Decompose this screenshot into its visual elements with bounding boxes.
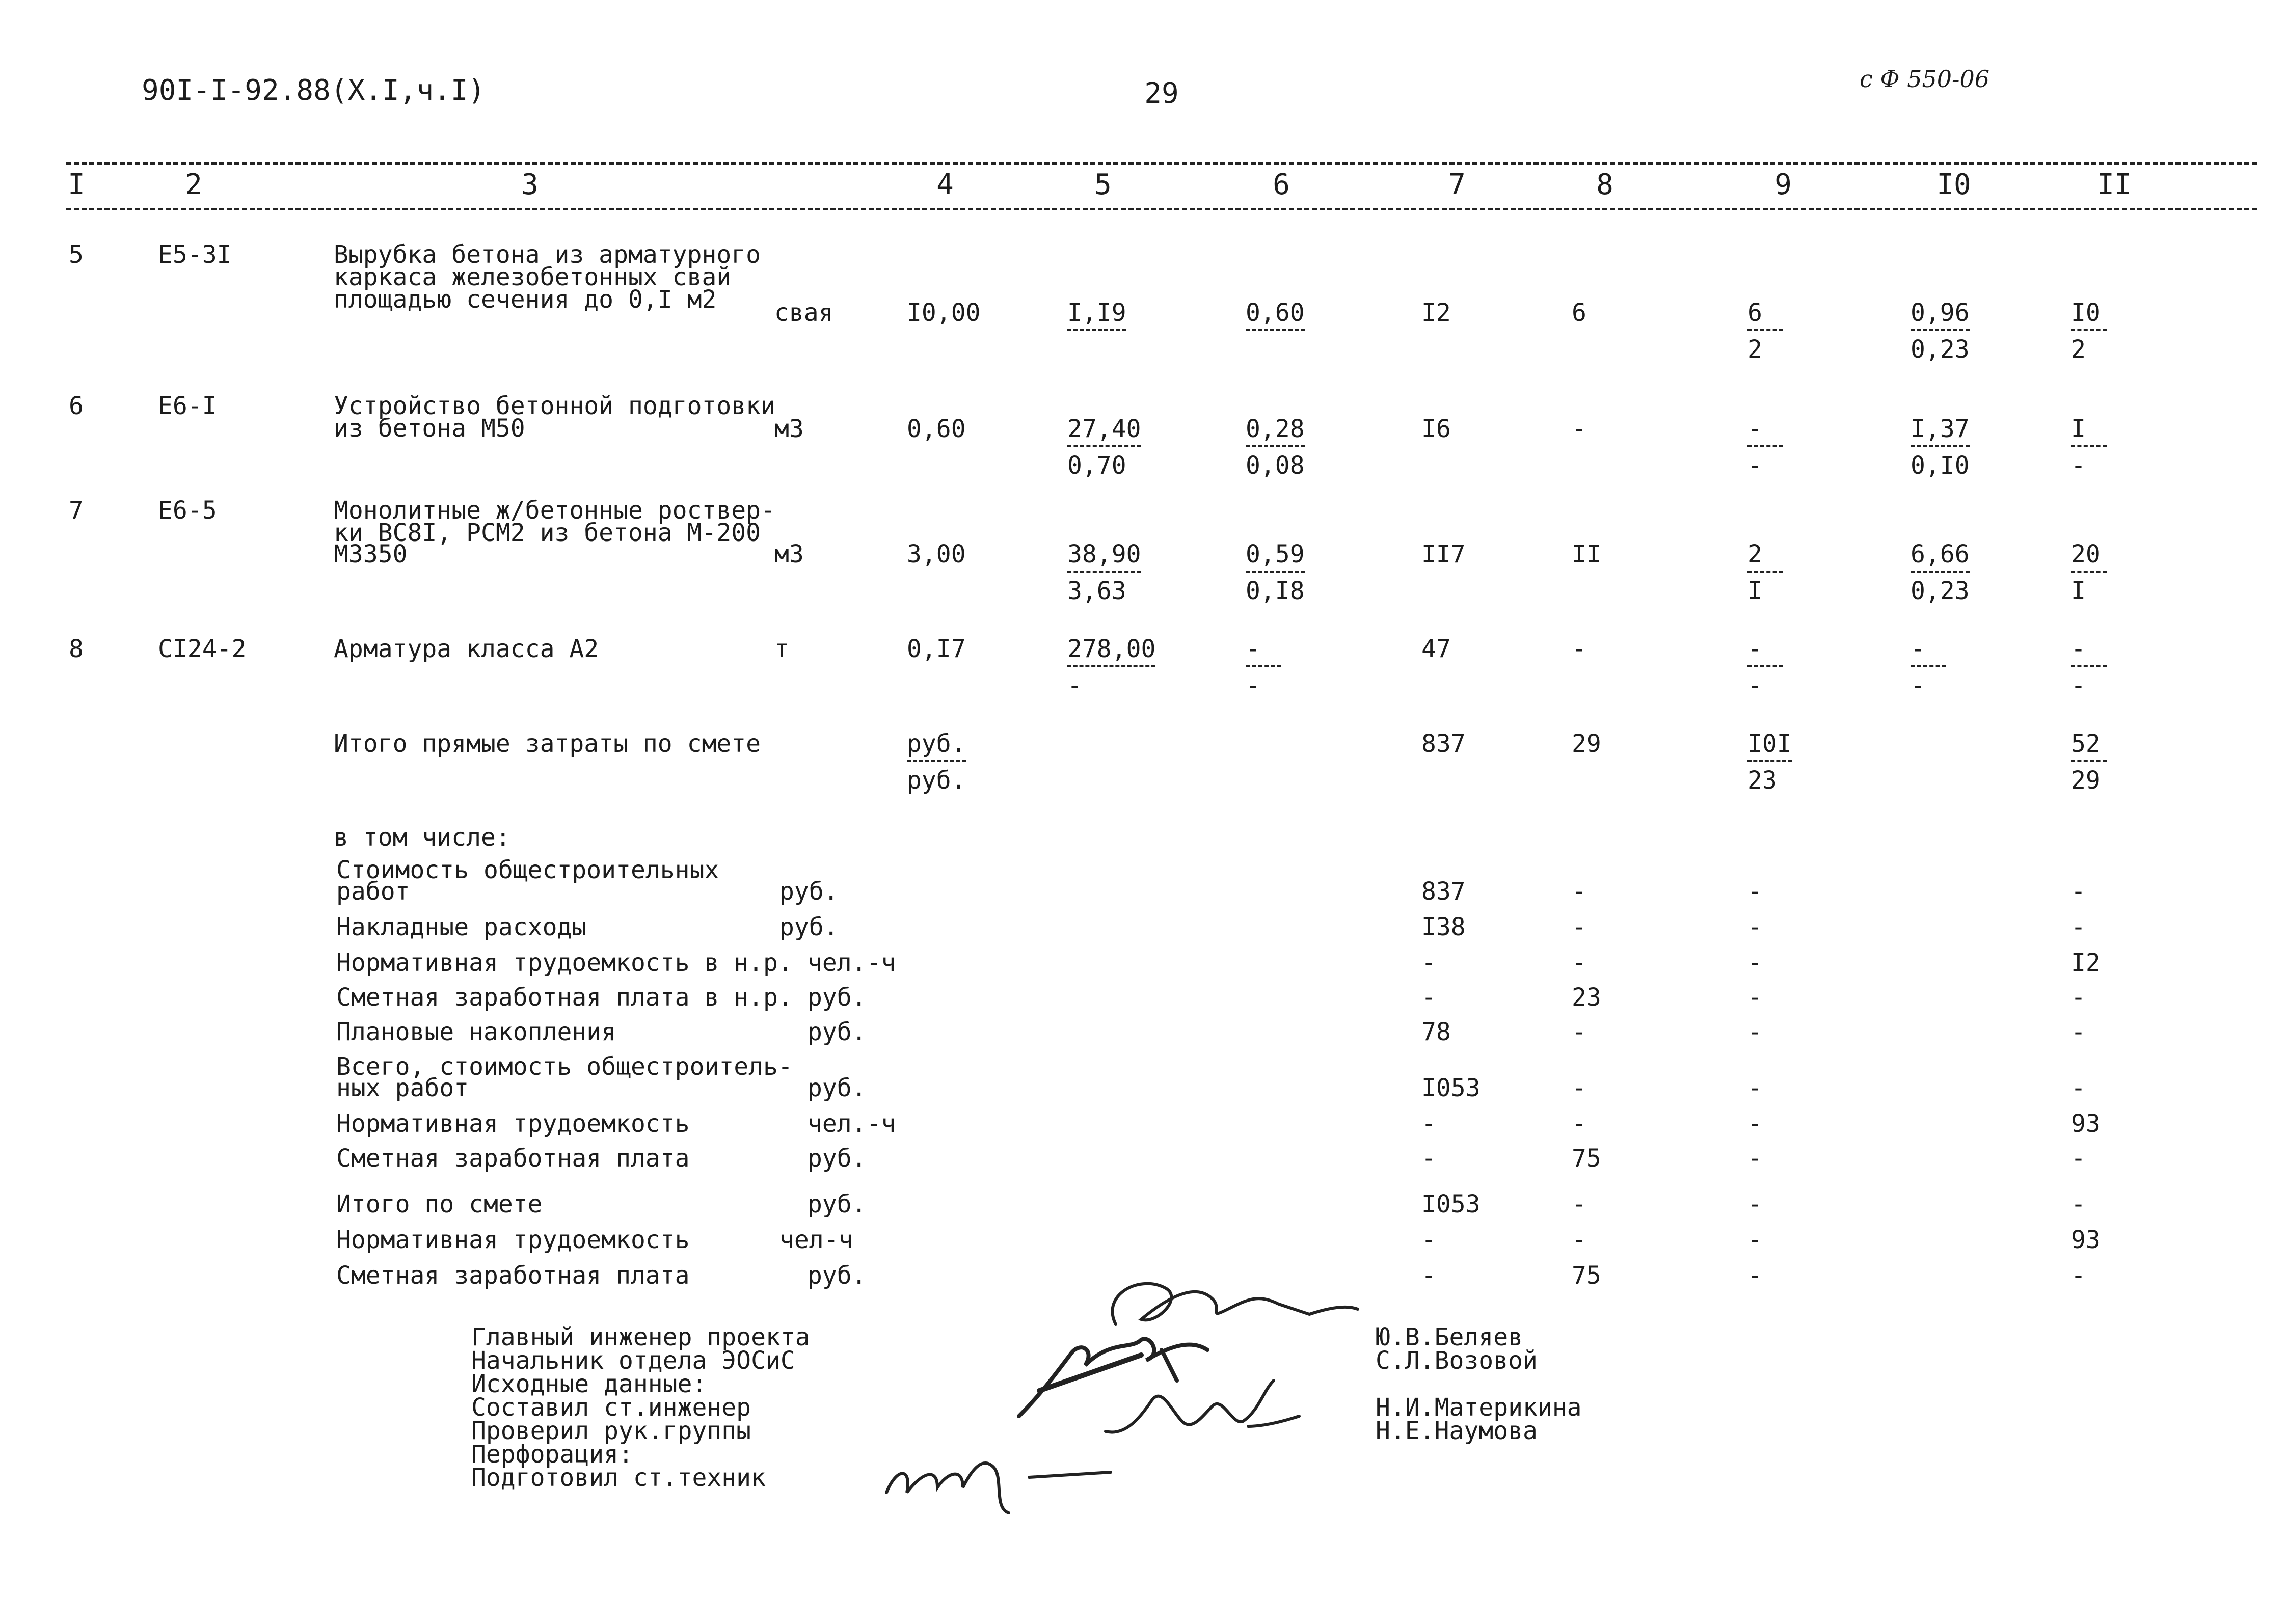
summary-col7: I053 xyxy=(1421,1074,1481,1102)
summary-label: Накладные расходы xyxy=(336,913,587,941)
cell-col6: - - xyxy=(1246,638,1281,697)
column-header: 4 xyxy=(936,168,954,201)
summary-col9: - xyxy=(1747,949,1762,977)
summary-label: Итого по смете xyxy=(336,1190,543,1219)
summary-col9: - xyxy=(1747,1074,1762,1102)
summary-col9: - xyxy=(1747,1018,1762,1046)
summary-col7: - xyxy=(1421,1226,1436,1254)
row-unit: м3 xyxy=(774,415,804,443)
including-label: в том числе: xyxy=(334,823,510,852)
summary-col9: - xyxy=(1747,1144,1762,1173)
cell-col11: - - xyxy=(2071,638,2107,697)
row-description: из бетона М50 xyxy=(334,414,525,443)
cell-col9: - - xyxy=(1747,638,1783,697)
summary-col9: - xyxy=(1747,1109,1762,1138)
summary-unit: руб. xyxy=(808,983,867,1012)
row-description: Вырубка бетона из арматурного xyxy=(334,240,761,269)
summary-col7: I38 xyxy=(1421,913,1466,941)
row-code: Е5-3I xyxy=(158,240,232,269)
summary-col7: I053 xyxy=(1421,1190,1481,1219)
cell-col10: $\frac{I,37}{0,I0}$ xyxy=(1911,415,1970,480)
row-description: Устройство бетонной подготовки xyxy=(334,392,775,420)
row-quantity: I0,00 xyxy=(907,299,981,327)
summary-col7: - xyxy=(1421,1109,1436,1138)
signature-name: Н.Е.Наумова xyxy=(1376,1417,1538,1445)
row-unit: т xyxy=(774,635,789,663)
summary-label: Сметная заработная плата xyxy=(336,1144,690,1173)
summary-col11: - xyxy=(2071,983,2086,1012)
summary-col8: - xyxy=(1572,1018,1586,1046)
summary-col11: - xyxy=(2071,1018,2086,1046)
row-description: Арматура класса А2 xyxy=(334,635,599,663)
summary-col7: - xyxy=(1421,983,1436,1012)
row-description: ки ВС8I, РСМ2 из бетона М-200 xyxy=(334,519,761,547)
summary-col11: - xyxy=(2071,1144,2086,1173)
summary-label: Сметная заработная плата в н.р. xyxy=(336,983,793,1012)
summary-col7: 78 xyxy=(1421,1018,1451,1046)
document-code: 90I-I-92.88(X.I,ч.I) xyxy=(142,74,486,107)
row-number: 6 xyxy=(69,392,84,420)
cell-col5: I,I9 xyxy=(1067,302,1126,338)
summary-col7: - xyxy=(1421,949,1436,977)
summary-label: Нормативная трудоемкость xyxy=(336,1226,690,1254)
summary-unit: руб. xyxy=(808,1018,867,1046)
summary-label: Всего, стоимость общестроитель- xyxy=(336,1052,793,1081)
cell-col5: $\frac{27,40}{0,70}$ xyxy=(1067,415,1141,480)
cell-col7: 47 xyxy=(1421,635,1451,663)
summary-col9: - xyxy=(1747,877,1762,906)
summary-col8: - xyxy=(1572,877,1586,906)
cell-col10: $\frac{0,96}{0,23}$ xyxy=(1911,299,1970,364)
summary-col11: I2 xyxy=(2071,949,2101,977)
total-unit: руб. руб. xyxy=(907,729,966,795)
row-code: СI24-2 xyxy=(158,635,247,663)
summary-unit: руб. xyxy=(808,1190,867,1219)
summary-unit: чел.-ч xyxy=(808,949,896,977)
summary-col8: - xyxy=(1572,949,1586,977)
signature-name: Ю.В.Беляев xyxy=(1376,1323,1523,1351)
summary-unit: руб. xyxy=(779,877,839,906)
summary-label: Нормативная трудоемкость xyxy=(336,1109,690,1138)
summary-col7: 837 xyxy=(1421,877,1466,906)
summary-col11: 93 xyxy=(2071,1109,2101,1138)
row-unit: свая xyxy=(774,299,833,327)
summary-unit: руб. xyxy=(779,913,839,941)
page-number: 29 xyxy=(1144,77,1179,110)
total-col11: $\frac{52}{29}$ xyxy=(2071,733,2107,792)
cell-col7: I2 xyxy=(1421,299,1451,327)
summary-col11: - xyxy=(2071,1074,2086,1102)
cell-col7: I6 xyxy=(1421,415,1451,443)
row-quantity: 0,I7 xyxy=(907,635,966,663)
cell-col8: 6 xyxy=(1572,299,1586,327)
summary-col9: - xyxy=(1747,913,1762,941)
summary-unit: чел-ч xyxy=(779,1226,853,1254)
signature-role: Подготовил ст.техник xyxy=(471,1464,766,1492)
document-stamp: с Ф 550-06 xyxy=(1860,65,1990,93)
row-code: Е6-I xyxy=(158,392,217,420)
column-header: 5 xyxy=(1094,168,1112,201)
column-header: 7 xyxy=(1448,168,1466,201)
summary-col7: - xyxy=(1421,1144,1436,1173)
cell-col9: $\frac{6}{2}$ xyxy=(1747,302,1783,361)
summary-col11: 93 xyxy=(2071,1226,2101,1254)
signature-scribble-3 xyxy=(1095,1370,1309,1452)
column-header: 8 xyxy=(1596,168,1613,201)
summary-col8: 75 xyxy=(1572,1144,1601,1173)
signature-role: Главный инженер проекта xyxy=(471,1323,810,1351)
summary-col9: - xyxy=(1747,1261,1762,1290)
cell-col9: $\frac{2}{I}$ xyxy=(1747,543,1783,602)
summary-label: Плановые накопления xyxy=(336,1018,616,1046)
summary-col8: 75 xyxy=(1572,1261,1601,1290)
cell-col8: - xyxy=(1572,415,1586,443)
summary-col8: - xyxy=(1572,1074,1586,1102)
table-top-rule xyxy=(66,162,2257,165)
row-description: МЗ350 xyxy=(334,540,408,569)
cell-col10: - - xyxy=(1911,638,1946,697)
summary-unit: чел.-ч xyxy=(808,1109,896,1138)
cell-col11: $\frac{I0}{2}$ xyxy=(2071,302,2107,361)
row-description: каркаса железобетонных свай xyxy=(334,263,732,291)
summary-col9: - xyxy=(1747,1190,1762,1219)
column-header: 3 xyxy=(521,168,539,201)
column-header: 9 xyxy=(1774,168,1792,201)
summary-col8: - xyxy=(1572,1109,1586,1138)
summary-label: Сметная заработная плата xyxy=(336,1261,690,1290)
summary-label: Нормативная трудоемкость в н.р. xyxy=(336,949,793,977)
row-unit: м3 xyxy=(774,540,804,569)
signature-role: Исходные данные: xyxy=(471,1370,707,1398)
summary-unit: руб. xyxy=(808,1144,867,1173)
cell-col6: $\frac{0,28}{0,08}$ xyxy=(1246,415,1305,480)
cell-col10: $\frac{6,66}{0,23}$ xyxy=(1911,540,1970,605)
summary-unit: руб. xyxy=(808,1074,867,1102)
summary-col8: - xyxy=(1572,1190,1586,1219)
summary-col8: - xyxy=(1572,1226,1586,1254)
total-col7: 837 xyxy=(1421,729,1466,758)
signature-role: Начальник отдела ЭОСиС xyxy=(471,1346,795,1375)
cell-col9: - - xyxy=(1747,418,1783,477)
row-description: площадью сечения до 0,I м2 xyxy=(334,285,717,314)
column-header: 6 xyxy=(1273,168,1290,201)
summary-col9: - xyxy=(1747,983,1762,1012)
row-number: 5 xyxy=(69,240,84,269)
column-header: I xyxy=(68,168,85,201)
signature-name: С.Л.Возовой xyxy=(1376,1346,1538,1375)
column-header: 2 xyxy=(185,168,202,201)
cell-col6: $\frac{0,59}{0,I8}$ xyxy=(1246,540,1305,605)
row-code: Е6-5 xyxy=(158,496,217,525)
cell-col11: $\frac{20}{I}$ xyxy=(2071,543,2107,602)
cell-col6: 0,60 xyxy=(1246,302,1305,338)
signature-scribble-4 xyxy=(876,1437,1121,1518)
summary-label: Стоимость общестроительных xyxy=(336,856,719,884)
signature-name: Н.И.Материкина xyxy=(1376,1393,1582,1422)
summary-col9: - xyxy=(1747,1226,1762,1254)
signature-role: Проверил рук.группы xyxy=(471,1417,751,1445)
summary-unit: руб. xyxy=(808,1261,867,1290)
signature-role: Перфорация: xyxy=(471,1440,633,1469)
cell-col5: 278,00 - xyxy=(1067,635,1156,700)
summary-col7: - xyxy=(1421,1261,1436,1290)
column-header: II xyxy=(2097,168,2132,201)
cell-col8: II xyxy=(1572,540,1601,569)
row-number: 8 xyxy=(69,635,84,663)
summary-col8: - xyxy=(1572,913,1586,941)
table-header-rule xyxy=(66,208,2257,210)
signature-role: Составил ст.инженер xyxy=(471,1393,751,1422)
cell-col8: - xyxy=(1572,635,1586,663)
summary-col11: - xyxy=(2071,877,2086,906)
row-quantity: 3,00 xyxy=(907,540,966,569)
summary-col11: - xyxy=(2071,913,2086,941)
row-number: 7 xyxy=(69,496,84,525)
summary-label: работ xyxy=(336,877,410,906)
cell-col5: $\frac{38,90}{3,63}$ xyxy=(1067,540,1141,605)
total-label: Итого прямые затраты по смете xyxy=(334,729,761,758)
cell-col7: II7 xyxy=(1421,540,1466,569)
summary-col11: - xyxy=(2071,1261,2086,1290)
total-col9: $\frac{I0I}{23}$ xyxy=(1747,729,1792,795)
column-header: I0 xyxy=(1936,168,1971,201)
summary-label: ных работ xyxy=(336,1074,469,1102)
summary-col8: 23 xyxy=(1572,983,1601,1012)
cell-col11: I - xyxy=(2071,418,2107,477)
row-description: Монолитные ж/бетонные роствер- xyxy=(334,496,775,525)
total-col8: 29 xyxy=(1572,729,1601,758)
row-quantity: 0,60 xyxy=(907,415,966,443)
summary-col11: - xyxy=(2071,1190,2086,1219)
